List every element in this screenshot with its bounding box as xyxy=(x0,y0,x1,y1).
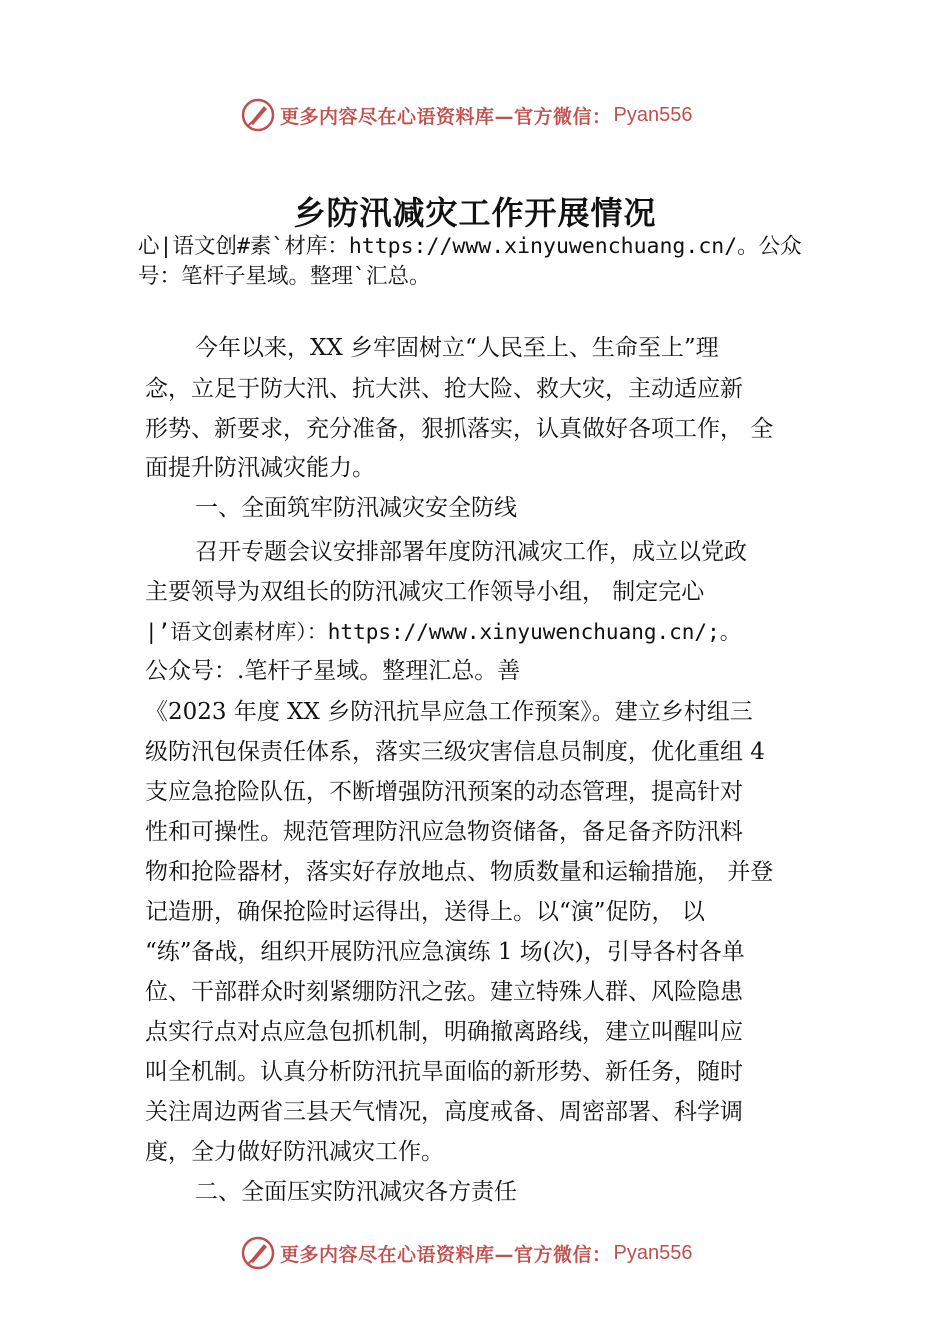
body-line: 公众号：.笔杆子星域。整理汇总。善 xyxy=(145,658,521,684)
body-line: 主要领导为双组长的防汛减灾工作领导小组， 制定完心 xyxy=(145,579,705,605)
wechat-id: Pyan556 xyxy=(613,103,693,126)
section-heading: 一、全面筑牢防汛减灾安全防线 xyxy=(195,495,517,521)
body-line: 物和抢险器材，落实好存放地点、物质数量和运输措施， 并登 xyxy=(145,859,774,885)
source-line: 号：笔杆子星域。整理`汇总。 xyxy=(138,264,431,289)
watermark-text: 更多内容尽在心语资料库—官方微信： xyxy=(280,1243,612,1266)
wechat-id: Pyan556 xyxy=(613,1241,693,1264)
body-line: 召开专题会议安排部署年度防汛减灾工作，成立以党政 xyxy=(195,539,747,565)
body-line: 叫全机制。认真分析防汛抗旱面临的新形势、新任务，随时 xyxy=(145,1059,743,1085)
body-line: 《2023 年度 XX 乡防汛抗旱应急工作预案》。建立乡村组三 xyxy=(145,699,753,725)
watermark-banner-bottom xyxy=(240,1233,692,1273)
body-line: 面提升防汛减灾能力。 xyxy=(145,455,375,481)
body-line: 级防汛包保责任体系，落实三级灾害信息员制度，优化重组 4 xyxy=(145,739,765,765)
body-line: 度，全力做好防汛减灾工作。 xyxy=(145,1139,444,1165)
body-line: 关注周边两省三县天气情况，高度戒备、周密部署、科学调 xyxy=(145,1099,743,1125)
watermark-banner-top xyxy=(240,95,692,135)
document-title: 乡防汛减灾工作开展情况 xyxy=(293,194,657,232)
body-line: 形势、新要求，充分准备，狠抓落实，认真做好各项工作， 全 xyxy=(145,416,774,442)
body-line: 位、干部群众时刻紧绷防汛之弦。建立特殊人群、风险隐患 xyxy=(145,979,743,1005)
source-line: 心|语文创#素`材库：https://www.xinyuwenchuang.cn/。公众 xyxy=(138,234,802,259)
watermark-text: 更多内容尽在心语资料库—官方微信： xyxy=(280,105,612,128)
body-line: 点实行点对点应急包抓机制，明确撤离路线，建立叫醒叫应 xyxy=(145,1019,743,1045)
logo-seal-icon xyxy=(240,1235,276,1271)
section-heading: 二、全面压实防汛减灾各方责任 xyxy=(195,1179,517,1205)
body-line: 念，立足于防大汛、抗大洪、抢大险、救大灾，主动适应新 xyxy=(145,376,743,402)
body-line: “练”备战，组织开展防汛应急演练 1 场(次)，引导各村各单 xyxy=(145,939,745,965)
logo-seal-icon xyxy=(240,97,276,133)
body-line: |’语文创素材库）：https://www.xinyuwenchuang.cn/;。 xyxy=(145,620,741,644)
body-line: 支应急抢险队伍，不断增强防汛预案的动态管理，提高针对 xyxy=(145,779,743,805)
body-line: 今年以来，XX 乡牢固树立“人民至上、生命至上”理 xyxy=(195,335,719,361)
body-line: 记造册，确保抢险时运得出，送得上。以“演”促防， 以 xyxy=(145,899,705,925)
body-line: 性和可操性。规范管理防汛应急物资储备，备足备齐防汛料 xyxy=(145,819,743,845)
